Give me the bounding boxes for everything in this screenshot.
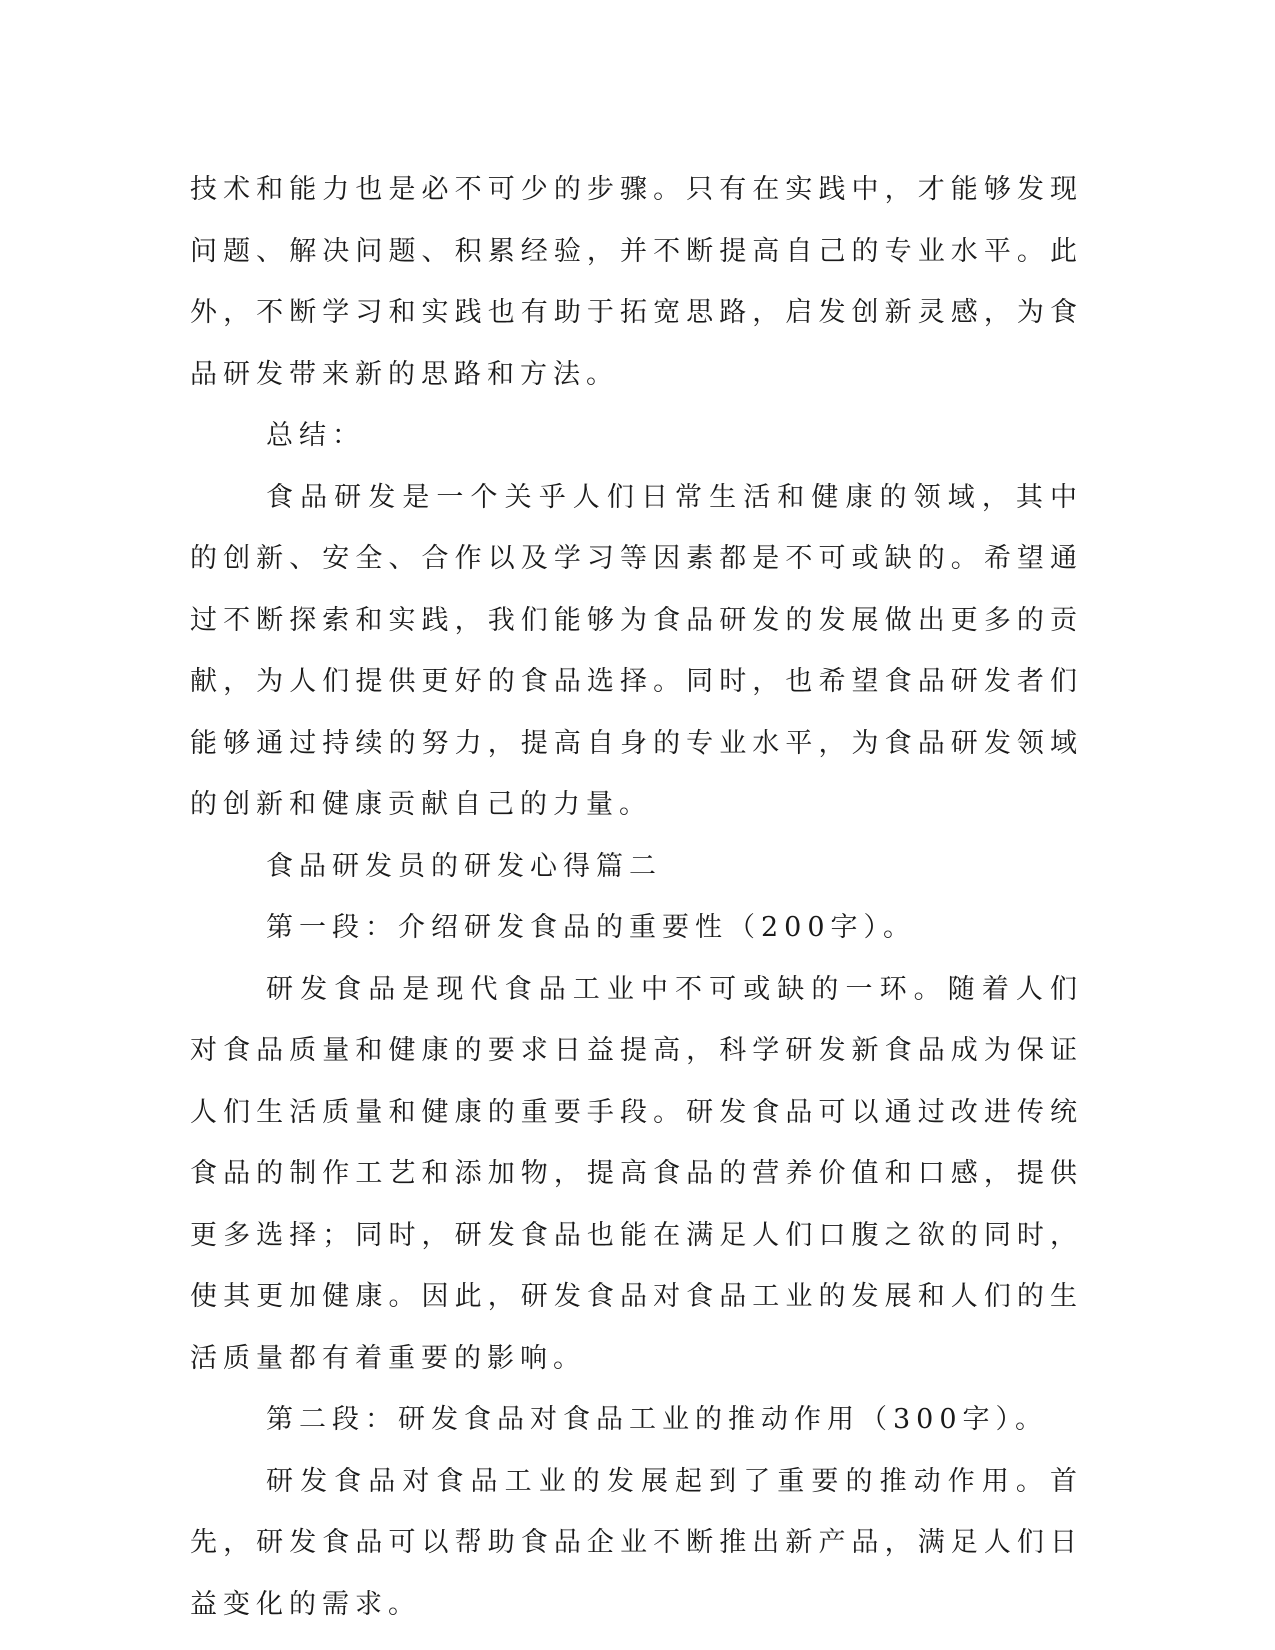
subsection-heading-2: 第二段：研发食品对食品工业的推动作用（300字）。 [266,1404,1049,1435]
paragraph-importance: 研发食品是现代食品工业中不可或缺的一环。随着人们对食品质量和健康的要求日益提高，科学研发新食品成为保证人们生活质量和健康的重要手段。研发食品可以通过改进传统食品的制作工艺和添加物，提高食品的营养价值和口感，提供更多选择；同时，研发食品也能在满足人们口腹之欲的同时，使其更加健康。因此，研发食品对食品工业的发展和人们的生活质量都有着重要的影响。 [190,973,1083,1374]
paragraph-continuation: 技术和能力也是必不可少的步骤。只有在实践中，才能够发现问题、解决问题、积累经验，并不断提高自己的专业水平。此外，不断学习和实践也有助于拓宽思路，启发创新灵感，为食品研发带来新的思路和方法。 [190,174,1083,390]
summary-paragraph: 食品研发是一个关乎人们日常生活和健康的领域，其中的创新、安全、合作以及学习等因素都是不可或缺的。希望通过不断探索和实践，我们能够为食品研发的发展做出更多的贡献，为人们提供更好的食品选择。同时，也希望食品研发者们能够通过持续的努力，提高自身的专业水平，为食品研发领域的创新和健康贡献自己的力量。 [190,481,1083,820]
summary-heading: 总结： [266,420,365,451]
section-title: 食品研发员的研发心得篇二 [266,850,662,882]
document-body [190,159,1083,1635]
paragraph-impact: 研发食品对食品工业的发展起到了重要的推动作用。首先，研发食品可以帮助食品企业不断推出新产品，满足人们日益变化的需求。 [190,1465,1083,1620]
subsection-heading-1: 第一段：介绍研发食品的重要性（200字）。 [266,912,917,943]
